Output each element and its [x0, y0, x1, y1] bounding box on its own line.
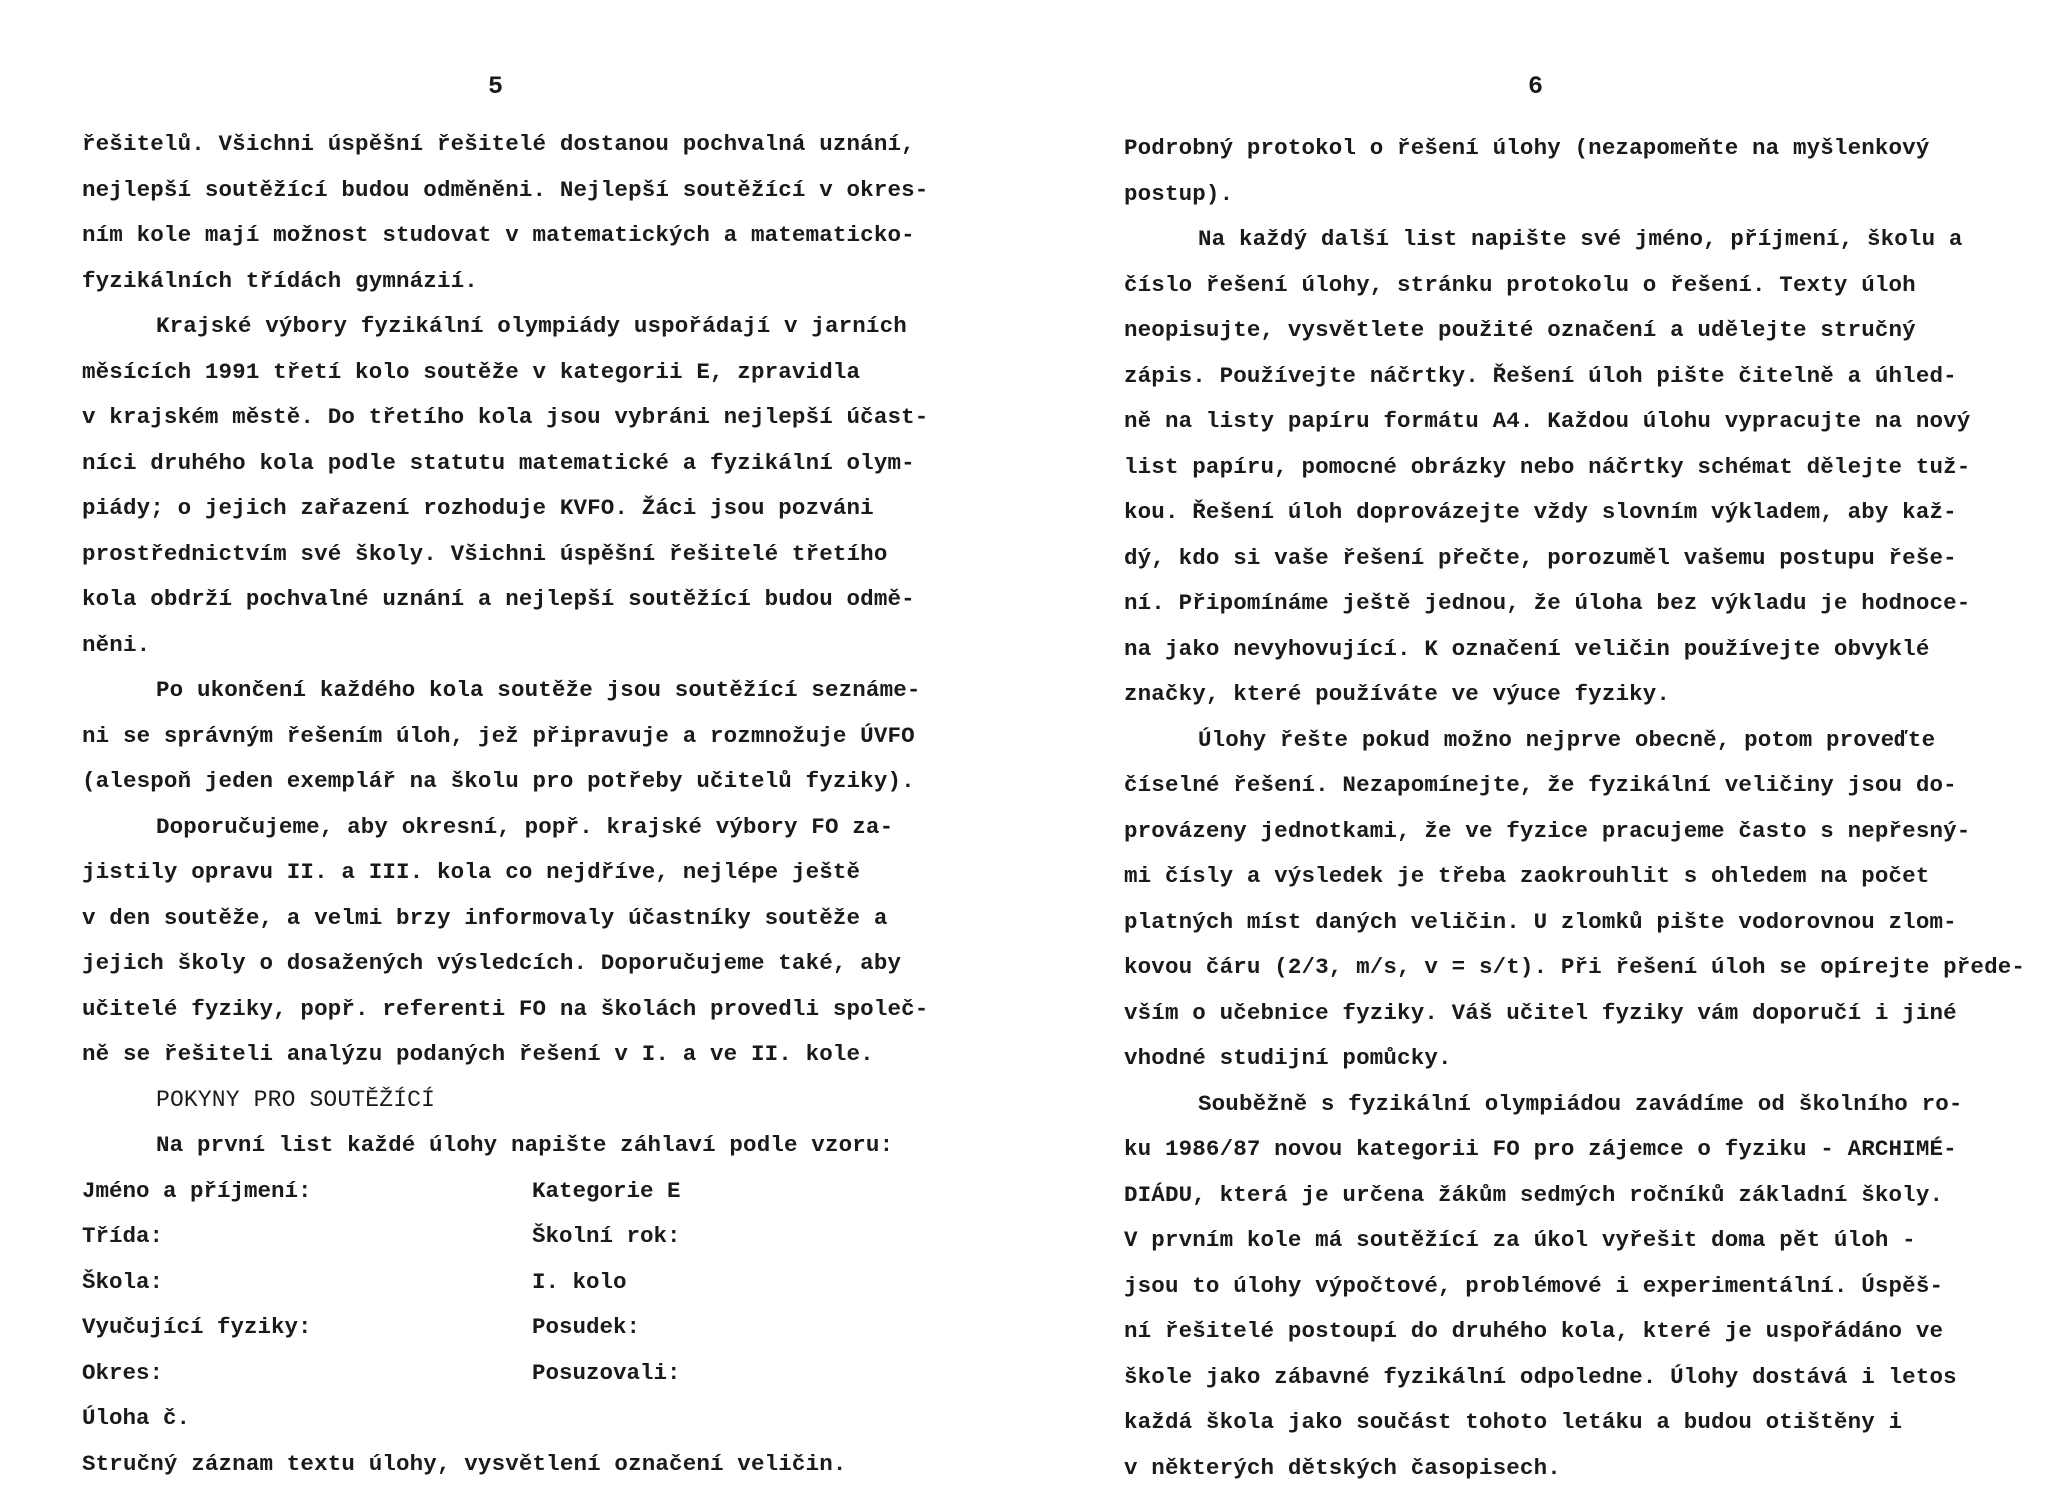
left-text-block [82, 122, 962, 1487]
text-line: číselné řešení. Nezapomínejte, že fyzikální veličiny jsou do- [1124, 772, 1957, 798]
text-line: jistily opravu II. a III. kola co nejdříve, nejlépe ještě [82, 859, 861, 885]
page-number: 5 [488, 72, 504, 101]
form-row [82, 1305, 962, 1351]
text-line: na jako nevyhovující. K označení veličin používejte obvyklé [1124, 635, 1930, 662]
paragraph [82, 304, 962, 668]
text-line: Stručný záznam textu úlohy, vysvětlení označení veličin. [82, 1450, 847, 1477]
text-line: provázeny jednotkami, že ve fyzice pracujeme často s nepřesný- [1124, 817, 1971, 844]
text-line: piády; o jejich zařazení rozhoduje KVFO. Žáci jsou pozváni [82, 495, 874, 521]
text-line: v některých dětských časopisech. [1124, 1454, 1561, 1481]
form-label-category: Kategorie E [532, 1177, 681, 1204]
text-line: ně se řešiteli analýzu podaných řešení v I. a ve II. kole. [82, 1041, 874, 1067]
text-line: ku 1986/87 novou kategorii FO pro zájemce o fyziku - ARCHIMÉ- [1124, 1136, 1957, 1162]
text-line: neopisujte, vysvětlete použité označení a udělejte stručný [1124, 317, 1916, 343]
section-heading: POKYNY PRO SOUTĚŽÍCÍ [156, 1086, 436, 1113]
paragraph [1124, 126, 2034, 217]
form-intro: Na první list každé úlohy napište záhlaví podle vzoru: [156, 1132, 894, 1158]
form-label-class: Třída: [82, 1223, 164, 1249]
form-label-task: Úloha č. [82, 1405, 191, 1431]
text-line: ní řešitelé postoupí do druhého kola, které je uspořádáno ve [1124, 1318, 1944, 1344]
text-line: jejich školy o dosažených výsledcích. Doporučujeme také, aby [82, 950, 902, 976]
text-line: značky, které používáte ve výuce fyziky. [1124, 681, 1671, 707]
text-line: škole jako zábavné fyzikální odpoledne. Úlohy dostává i letos [1124, 1363, 1957, 1390]
text-line: v den soutěže, a velmi brzy informovaly účastníky soutěže a [82, 904, 888, 931]
text-line: Krajské výbory fyzikální olympiády uspořádají v jarních [156, 313, 907, 339]
text-line: kovou čáru (2/3, m/s, v = s/t). Při řešení úloh se opírejte přede- [1124, 954, 2026, 980]
form-row [82, 1169, 962, 1215]
text-line: V prvním kole má soutěžící za úkol vyřešit doma pět úloh - [1124, 1227, 1916, 1253]
form-row [82, 1396, 962, 1442]
text-line: ním kole mají možnost studovat v matematických a matematicko- [82, 222, 915, 248]
text-line: Podrobný protokol o řešení úlohy (nezapomeňte na myšlenkový [1124, 135, 1930, 161]
text-line: Na každý další list napište své jméno, příjmení, školu a [1198, 226, 1963, 252]
text-line: prostřednictvím své školy. Všichni úspěšní řešitelé třetího [82, 540, 888, 567]
form-label-teacher: Vyučující fyziky: [82, 1314, 312, 1340]
text-line: mi čísly a výsledek je třeba zaokrouhlit s ohledem na počet [1124, 863, 1930, 889]
text-line: Doporučujeme, aby okresní, popř. krajské výbory FO za- [156, 813, 894, 840]
text-line: nejlepší soutěžící budou odměněni. Nejlepší soutěžící v okres- [82, 176, 929, 203]
form-label-assessment: Posudek: [532, 1314, 641, 1340]
paragraph [1124, 1082, 2034, 1492]
text-line: ni se správným řešením úloh, jež připravuje a rozmnožuje ÚVFO [82, 722, 915, 749]
header-template [82, 1169, 962, 1442]
form-label-round: I. kolo [532, 1268, 627, 1295]
text-line: jsou to úlohy výpočtové, problémové i experimentální. Úspěš- [1124, 1272, 1944, 1299]
form-row [82, 1351, 962, 1397]
text-line: vším o učebnice fyziky. Váš učitel fyziky vám doporučí i jiné [1124, 999, 1957, 1026]
text-line: číslo řešení úlohy, stránku protokolu o řešení. Texty úloh [1124, 271, 1916, 298]
text-line: Po ukončení každého kola soutěže jsou soutěžící seznáme- [156, 677, 921, 703]
text-line: ní. Připomínáme ještě jednou, že úloha bez výkladu je hodnoce- [1124, 590, 1971, 616]
paragraph [82, 805, 962, 1078]
form-label-school: Škola: [82, 1268, 164, 1295]
text-line: každá škola jako součást tohoto letáku a budou otištěny i [1124, 1409, 1903, 1435]
text-line: (alespoň jeden exemplář na školu pro potřeby učitelů fyziky). [82, 768, 915, 794]
page-number: 6 [1528, 72, 1544, 101]
form-label-district: Okres: [82, 1359, 164, 1386]
text-line: kola obdrží pochvalné uznání a nejlepší soutěžící budou odmě- [82, 586, 915, 612]
text-line: Souběžně s fyzikální olympiádou zavádíme od školního ro- [1198, 1090, 1963, 1117]
text-line: řešitelů. Všichni úspěšní řešitelé dostanou pochvalná uznání, [82, 131, 915, 157]
text-line: zápis. Používejte náčrtky. Řešení úloh pište čitelně a úhled- [1124, 362, 1957, 389]
text-line: fyzikálních třídách gymnázií. [82, 267, 478, 294]
form-row [82, 1214, 962, 1260]
text-line: ně na listy papíru formátu A4. Každou úlohu vypracujte na nový [1124, 408, 1971, 434]
text-line: DIÁDU, která je určena žákům sedmých ročníků základní školy. [1124, 1181, 1944, 1208]
paragraph [82, 668, 962, 805]
form-label-school-year: Školní rok: [532, 1223, 681, 1249]
text-line: Úlohy řešte pokud možno nejprve obecně, potom proveďte [1198, 726, 1936, 753]
text-line: kou. Řešení úloh doprovázejte vždy slovním výkladem, aby kaž- [1124, 499, 1957, 525]
paragraph [82, 122, 962, 304]
text-line: postup). [1124, 180, 1234, 207]
text-line: měsících 1991 třetí kolo soutěže v kategorii E, zpravidla [82, 358, 861, 385]
paragraph [1124, 718, 2034, 1082]
text-line: dý, kdo si vaše řešení přečte, porozuměl vašemu postupu řeše- [1124, 544, 1957, 571]
text-line: v krajském městě. Do třetího kola jsou vybráni nejlepší účast- [82, 404, 929, 430]
right-text-block [1124, 126, 2034, 1491]
text-line: něni. [82, 631, 151, 658]
text-line: níci druhého kola podle statutu matematické a fyzikální olym- [82, 449, 915, 476]
form-label-name: Jméno a příjmení: [82, 1177, 312, 1204]
form-row [82, 1260, 962, 1306]
text-line: list papíru, pomocné obrázky nebo náčrtky schémat dělejte tuž- [1124, 453, 1971, 480]
right-page [1028, 0, 2056, 1500]
form-label-assessors: Posuzovali: [532, 1359, 681, 1386]
text-line: platných míst daných veličin. U zlomků pište vodorovnou zlom- [1124, 908, 1957, 935]
paragraph [1124, 217, 2034, 718]
text-line: vhodné studijní pomůcky. [1124, 1045, 1452, 1071]
text-line: učitelé fyziky, popř. referenti FO na školách provedli společ- [82, 995, 929, 1022]
